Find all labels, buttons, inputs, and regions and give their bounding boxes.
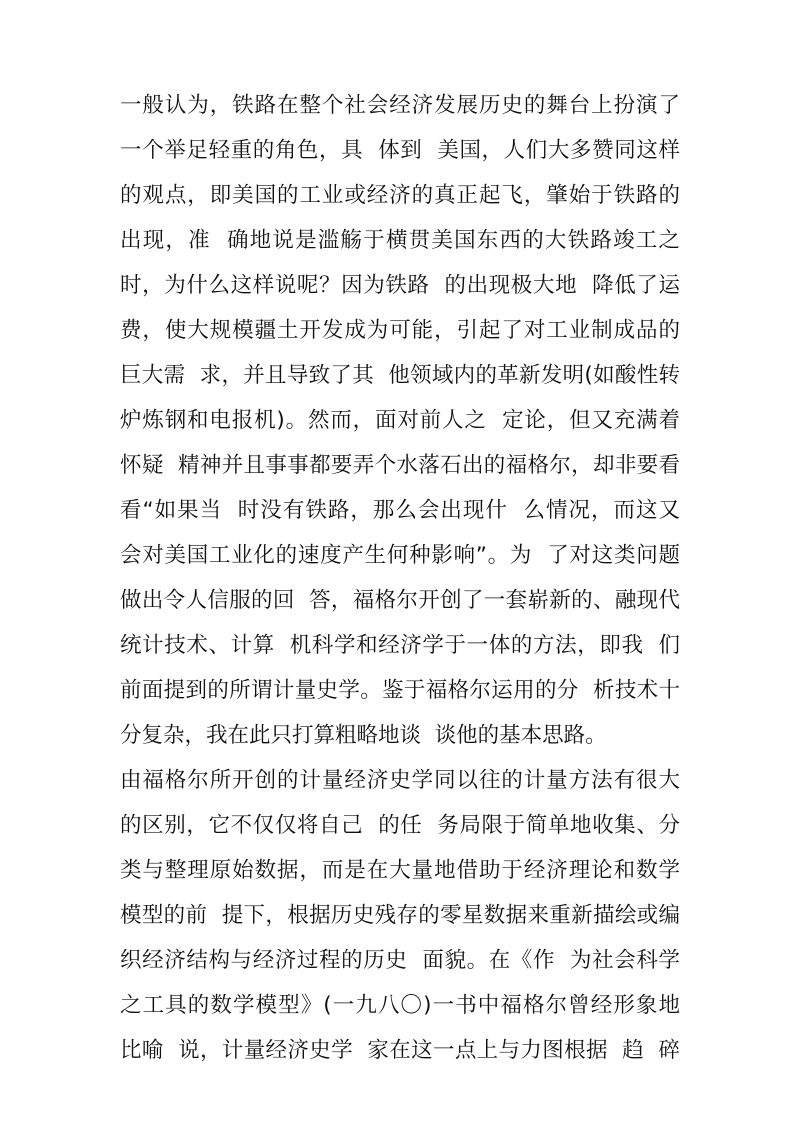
paragraph-line: 类与整理原始数据，而是在大量地借助于经济理论和数学 xyxy=(120,858,680,883)
paragraph-line: 之工具的数学模型》(一九八〇)一书中福格尔曾经形象地 xyxy=(120,993,680,1018)
paragraph-line: 比喻 说，计量经济史学 家在这一点上与力图根据 趋 碎 xyxy=(120,1038,680,1063)
paragraph-line: 怀疑 精神并且事事都要弄个水落石出的福格尔，却非要看 xyxy=(120,453,680,478)
paragraph-line: 前面提到的所谓计量史学。鉴于福格尔运用的分 析技术十 xyxy=(120,678,680,703)
paragraph-line: 会对美国工业化的速度产生何种影响”。为 了对这类问题 xyxy=(120,543,680,568)
paragraph-line: 一般认为，铁路在整个社会经济发展历史的舞台上扮演了 xyxy=(120,93,680,118)
paragraph-line: 做出令人信服的回 答，福格尔开创了一套崭新的、融现代 xyxy=(120,588,680,613)
paragraph-line: 的观点，即美国的工业或经济的真正起飞，肇始于铁路的 xyxy=(120,183,680,208)
paragraph-line: 由福格尔所开创的计量经济史学同以往的计量方法有很大 xyxy=(120,768,680,793)
paragraph-line: 分复杂，我在此只打算粗略地谈 谈他的基本思路。 xyxy=(120,723,607,748)
paragraph-line: 模型的前 提下，根据历史残存的零星数据来重新描绘或编 xyxy=(120,903,680,928)
paragraph-line: 出现，准 确地说是滥觞于横贯美国东西的大铁路竣工之 xyxy=(120,228,680,253)
paragraph-line: 的区别，它不仅仅将自己 的任 务局限于简单地收集、分 xyxy=(120,813,680,838)
paragraph-line: 巨大需 求，并且导致了其 他领域内的革新发明(如酸性转 xyxy=(120,363,680,388)
paragraph-line: 织经济结构与经济过程的历史 面貌。在《作 为社会科学 xyxy=(120,948,680,973)
paragraph-line: 费，使大规模疆土开发成为可能，引起了对工业制成品的 xyxy=(120,318,680,343)
paragraph-line: 一个举足轻重的角色，具 体到 美国，人们大多赞同这样 xyxy=(120,138,680,163)
paragraph-line: 时，为什么这样说呢？因为铁路 的出现极大地 降低了运 xyxy=(120,273,680,298)
paragraph-line: 炉炼钢和电报机)。然而，面对前人之 定论，但又充满着 xyxy=(120,408,680,433)
paragraph-line: 统计技术、计算 机科学和经济学于一体的方法，即我 们 xyxy=(120,633,680,658)
paragraph-line: 看“如果当 时没有铁路，那么会出现什 么情况，而这又 xyxy=(120,498,680,523)
